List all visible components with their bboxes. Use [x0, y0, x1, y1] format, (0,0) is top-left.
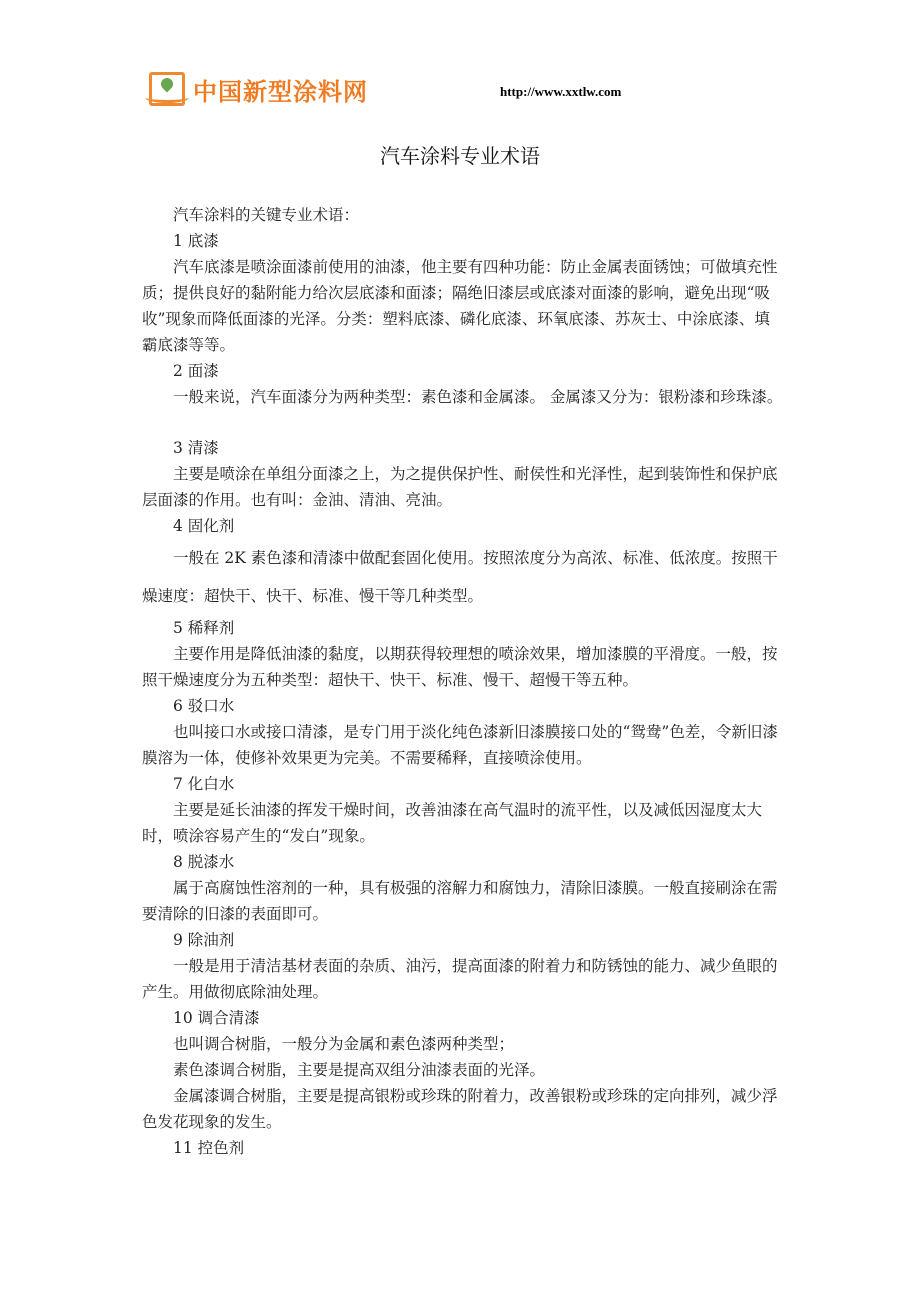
section-text: 一般来说，汽车面漆分为两种类型：素色漆和金属漆。 金属漆又分为：银粉漆和珍珠漆。: [173, 388, 783, 406]
blank-line: [142, 410, 784, 435]
site-url[interactable]: http://www.xxtlw.com: [500, 84, 622, 99]
section-heading: 7 化白水: [173, 775, 235, 793]
section-heading: 10 调合清漆: [173, 1009, 260, 1027]
section-text: 金属漆调合树脂，主要是提高银粉或珍珠的附着力，改善银粉或珍珠的定向排列，减少浮色发花现象的发生。: [142, 1087, 778, 1131]
section-text: 一般是用于清洁基材表面的杂质、油污，提高面漆的附着力和防锈蚀的能力、减少鱼眼的产生。用做彻底除油处理。: [142, 957, 778, 1001]
section-text: 主要是延长油漆的挥发干燥时间，改善油漆在高气温时的流平性，以及减低因湿度太大时，喷涂容易产生的“发白”现象。: [142, 801, 763, 845]
intro-text: 汽车涂料的关键专业术语：: [173, 206, 360, 224]
section-text: 素色漆调合树脂，主要是提高双组分油漆表面的光泽。: [173, 1061, 546, 1079]
section-text: 一般在 2K 素色漆和清漆中做配套固化使用。按照浓度分为高浓、标准、低浓度。按照干燥速度：超快干、快干、标准、慢干等几种类型。: [142, 549, 778, 605]
document-title: 汽车涂料专业术语: [380, 144, 540, 168]
section-text: 也叫接口水或接口清漆，是专门用于淡化纯色漆新旧漆膜接口处的“鸳鸯”色差，令新旧漆膜溶为一体，使修补效果更为完美。不需要稀释，直接喷涂使用。: [142, 723, 778, 767]
logo-text: 中国新型涂料网: [193, 77, 368, 106]
section-heading: 5 稀释剂: [173, 619, 235, 637]
section-text: 属于高腐蚀性溶剂的一种，具有极强的溶解力和腐蚀力，清除旧漆膜。一般直接刷涂在需要清除的旧漆的表面即可。: [142, 879, 778, 923]
section-text: 主要作用是降低油漆的黏度，以期获得较理想的喷涂效果，增加漆膜的平滑度。一般，按照干燥速度分为五种类型：超快干、快干、标准、慢干、超慢干等五种。: [142, 645, 778, 689]
section-heading: 2 面漆: [173, 362, 219, 380]
section-heading: 9 除油剂: [173, 931, 235, 949]
site-logo[interactable]: [145, 70, 368, 108]
section-heading: 6 驳口水: [173, 697, 235, 715]
section-heading: 1 底漆: [173, 232, 219, 250]
section-text: 汽车底漆是喷涂面漆前使用的油漆，他主要有四种功能：防止金属表面锈蚀；可做填充性质；提供良好的黏附能力给次层底漆和面漆；隔绝旧漆层或底漆对面漆的影响，避免出现“吸收”现象而降低面漆的光泽。分类：塑料底漆、磷化底漆、环氧底漆、苏灰士、中涂底漆、填霸底漆等等。: [142, 258, 778, 354]
section-heading: 4 固化剂: [173, 517, 235, 535]
section-text: 也叫调合树脂，一般分为金属和素色漆两种类型；: [173, 1035, 515, 1053]
section-heading: 8 脱漆水: [173, 853, 235, 871]
section-heading: 3 清漆: [173, 439, 219, 457]
section-heading: 11 控色剂: [173, 1139, 245, 1157]
document-body: [142, 202, 784, 1161]
logo-icon: [145, 70, 189, 108]
section-text: 主要是喷涂在单组分面漆之上，为之提供保护性、耐侯性和光泽性，起到装饰性和保护底层面漆的作用。也有叫：金油、清油、亮油。: [142, 465, 778, 509]
